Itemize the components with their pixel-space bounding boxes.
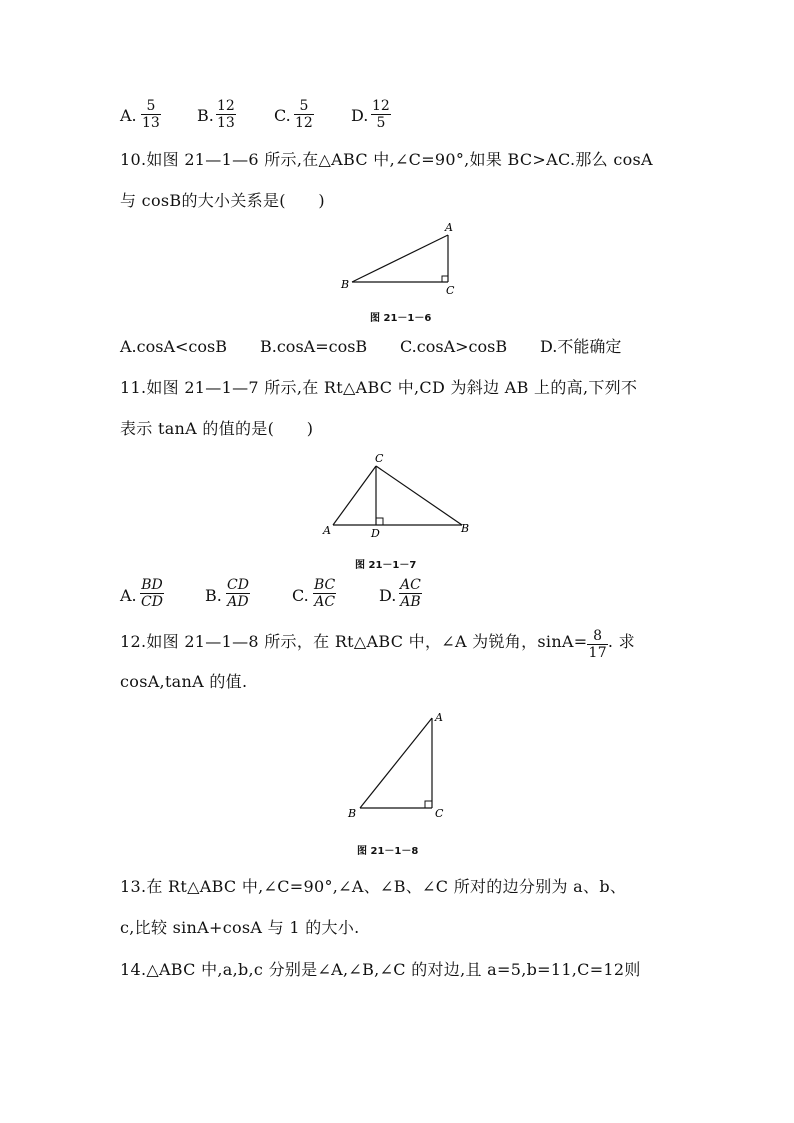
q11-line-2: 表示 tanA 的值的是( ) bbox=[120, 419, 314, 438]
q9-option-b-fraction: $\frac{12}{13}$ bbox=[217, 98, 235, 131]
vertex-label-c: C bbox=[375, 452, 384, 465]
triangle-side-ac bbox=[333, 466, 376, 525]
q10-option-d: D.不能确定 bbox=[540, 337, 622, 356]
q10-option-a: A.cosA<cosB bbox=[120, 337, 227, 356]
q11-option-b-label: B. bbox=[205, 586, 222, 605]
vertex-label-b: B bbox=[341, 278, 350, 291]
vertex-label-a: A bbox=[435, 711, 443, 724]
q13-line-1: 13.在 Rt△ABC 中,∠C=90°,∠A、∠B、∠C 所对的边分别为 a、b、 bbox=[120, 877, 627, 896]
q9-option-b-label: B. bbox=[197, 106, 214, 125]
vertex-label-d: D bbox=[371, 527, 380, 540]
figure-21-1-6 bbox=[330, 220, 470, 300]
right-angle-mark bbox=[376, 518, 383, 525]
vertex-label-c: C bbox=[435, 807, 444, 820]
vertex-label-a: A bbox=[445, 221, 453, 234]
vertex-label-c: C bbox=[446, 284, 455, 297]
figure-21-1-6-caption: 图 21－1－6 bbox=[370, 313, 432, 324]
q10-line-1: 10.如图 21—1—6 所示,在△ABC 中,∠C=90°,如果 BC>AC.那么 cosA bbox=[120, 150, 653, 169]
q12-line-1 bbox=[120, 628, 635, 661]
q11-line-1: 11.如图 21—1—7 所示,在 Rt△ABC 中,CD 为斜边 AB 上的高,下列不 bbox=[120, 378, 638, 397]
q11-option-b-fraction: $\frac{CD}{AD}$ bbox=[227, 577, 249, 610]
q9-option-a-fraction: $\frac{5}{13}$ bbox=[142, 98, 160, 131]
q11-option-d-fraction: $\frac{AC}{AB}$ bbox=[400, 577, 421, 610]
q11-option-a-fraction: $\frac{BD}{CD}$ bbox=[141, 577, 163, 610]
triangle-side-bc bbox=[376, 466, 462, 525]
q9-option-d-fraction: $\frac{12}{5}$ bbox=[372, 98, 390, 131]
right-angle-mark bbox=[442, 276, 448, 282]
q9-option-a-label: A. bbox=[120, 106, 137, 125]
figure-21-1-7 bbox=[318, 450, 478, 545]
q9-option-c-label: C. bbox=[274, 106, 291, 125]
q12-line-1-text: 12.如图 21—1—8 所示，在 Rt△ABC 中，∠A 为锐角，sinA= bbox=[120, 632, 588, 651]
q11-option-c-fraction: $\frac{BC}{AC}$ bbox=[314, 577, 336, 610]
q10-option-b: B.cosA=cosB bbox=[260, 337, 368, 356]
right-angle-mark bbox=[425, 801, 432, 808]
vertex-label-a: A bbox=[323, 524, 331, 537]
figure-21-1-7-caption: 图 21－1－7 bbox=[355, 560, 417, 571]
figure-21-1-8 bbox=[340, 705, 460, 825]
triangle-side-ab bbox=[360, 718, 432, 808]
q11-option-a-label: A. bbox=[120, 586, 137, 605]
q12-line-1-tail: . 求 bbox=[607, 632, 635, 651]
triangle-side-ab bbox=[352, 235, 448, 282]
q10-option-c: C.cosA>cosB bbox=[400, 337, 508, 356]
vertex-label-b: B bbox=[348, 807, 357, 820]
q12-sin-fraction: $\frac{8}{17}$ bbox=[588, 628, 607, 661]
q11-option-d-label: D. bbox=[379, 586, 397, 605]
q10-line-2: 与 cosB的大小关系是( ) bbox=[120, 191, 325, 210]
q13-line-2: c,比较 sinA+cosA 与 1 的大小. bbox=[120, 918, 360, 937]
vertex-label-b: B bbox=[461, 522, 470, 535]
figure-21-1-8-caption: 图 21－1－8 bbox=[357, 846, 419, 857]
q11-option-c-label: C. bbox=[292, 586, 309, 605]
q14-line-1: 14.△ABC 中,a,b,c 分别是∠A,∠B,∠C 的对边,且 a=5,b=11,C=12则 bbox=[120, 960, 641, 979]
q12-line-2: cosA,tanA 的值. bbox=[120, 672, 248, 691]
q9-option-c-fraction: $\frac{5}{12}$ bbox=[295, 98, 313, 131]
q9-option-d-label: D. bbox=[351, 106, 369, 125]
